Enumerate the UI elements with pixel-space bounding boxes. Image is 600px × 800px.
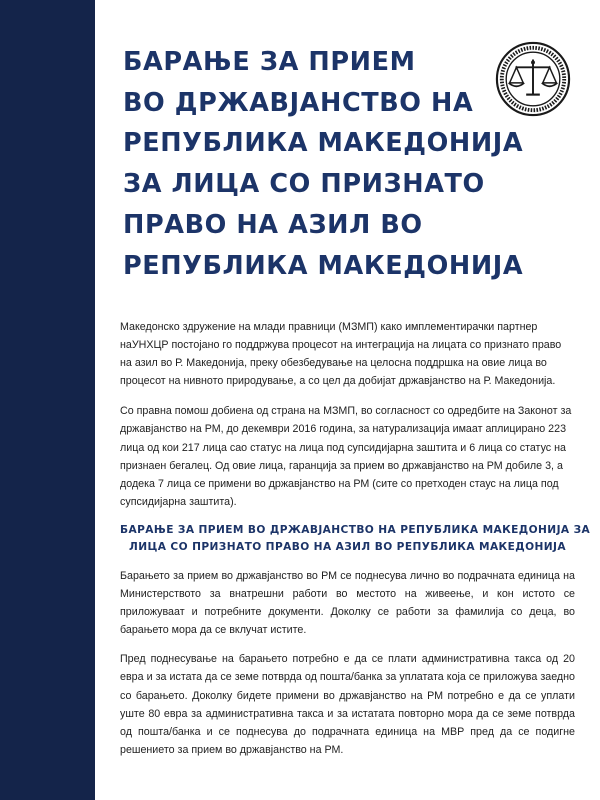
subheading-line: БАРАЊЕ ЗА ПРИЕМ ВО ДРЖАВЈАНСТВО НА РЕПУБЛИКА МАКЕДОНИЈА ЗА (120, 523, 591, 536)
title-line: ПРАВО НА АЗИЛ ВО (123, 209, 423, 240)
intro-paragraph: Македонско здружение на млади правници (МЗМП) како имплементирачки партнер наУНХЦР постојано го поддржува процесот на интеграција на лицата со признато право на азил во Р. Македонија, преку обезбедување на целосна поддршка на овие лица во процесот на нивното природување, а со цел да добијат државјанство на Р. Македонија. (120, 321, 562, 388)
title-line: БАРАЊЕ ЗА ПРИЕМ (123, 47, 416, 77)
application-paragraph: Барањето за прием во државјанство во РМ се поднесува лично во подрачната единица на Министерството за внатрешни работи во местото на живеење, и кон истото се приложуваат и потребните документи. Доколку се работи за фамилија со деца, во барањето мора да се вклучат истите. (120, 569, 575, 637)
body-content (120, 318, 591, 759)
title-line: ВО ДРЖАВЈАНСТВО НА (123, 87, 474, 118)
title-line: РЕПУБЛИКА МАКЕДОНИЈА (123, 250, 524, 281)
page-title (123, 42, 524, 286)
title-line: РЕПУБЛИКА МАКЕДОНИЈА (123, 128, 524, 159)
sidebar-band (0, 0, 95, 800)
scales-of-justice-icon (494, 40, 572, 118)
statistics-paragraph: Со правна помош добиена од страна на МЗМП, во согласност со одредбите на Законот за државјанство на РМ, до декември 2016 година, за натурализација имаат аплицирано 223 лица од кои 217 лица сао статус на лица под супсидијарна заштита и 6 лица со статус на признаен бегалец. Од овие лица, гаранција за прием во државјанство на РМ добиле 3, а додека 7 лица се примени во државјанство на РМ (сите со претходен стаус на лица под супсидијарна заштита). (120, 405, 572, 508)
section-subheading (120, 522, 591, 557)
fee-paragraph: Пред поднесување на барањето потребно е да се плати административна такса од 20 евра и за истата да се земе потврда од пошта/банка за уплатата која се приложува заедно со барањето. Доколку бидете примени во државјанство на РМ потребно е да се уплати уште 80 евра за административна такса и за истатата повторно мора да се земе потврда од пошта/банка и се поднесува до подрачната единица на МВР пред да се подигне решението за прием во државјанство на РМ. (120, 653, 575, 756)
title-line: ЗА ЛИЦА СО ПРИЗНАТО (123, 169, 485, 200)
subheading-line: ЛИЦА СО ПРИЗНАТО ПРАВО НА АЗИЛ ВО РЕПУБЛИКА МАКЕДОНИЈА (129, 541, 566, 554)
